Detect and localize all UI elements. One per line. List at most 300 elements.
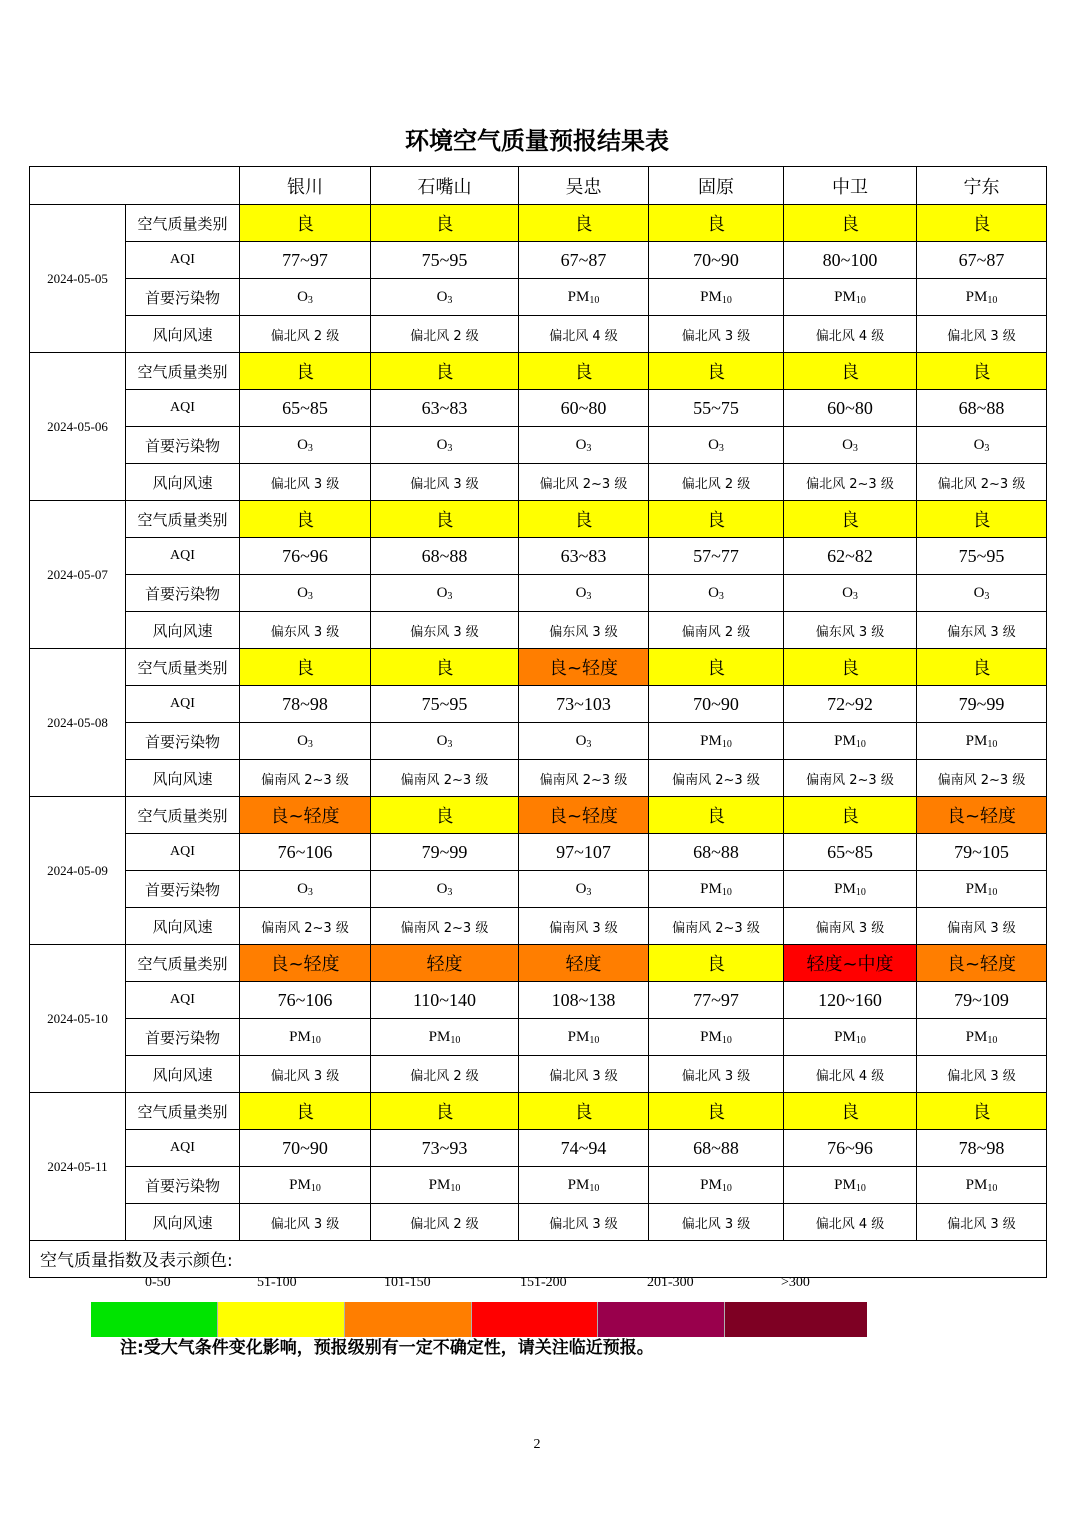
table-row-pollutant (30, 1167, 1047, 1204)
aqi-cell: 77~97 (240, 242, 371, 279)
pollutant-subscript: 3 (852, 590, 858, 602)
pollutant-name: PM (834, 880, 856, 897)
wind-cell: 偏北风 4 级 (784, 1204, 917, 1241)
pollutant-cell (371, 427, 519, 464)
wind-cell: 偏南风 3 级 (784, 908, 917, 945)
row-label-pollutant: 首要污染物 (126, 1019, 240, 1056)
aqi-cell: 75~95 (917, 538, 1047, 575)
forecast-table (29, 166, 1047, 1290)
pollutant-cell (917, 1167, 1047, 1204)
pollutant-cell (519, 1019, 649, 1056)
pollutant-cell (519, 575, 649, 612)
pollutant-subscript: 10 (987, 1182, 998, 1194)
aqi-cell: 76~96 (784, 1130, 917, 1167)
pollutant-name: PM (567, 288, 590, 305)
table-row-wind (30, 908, 1047, 945)
pollutant-name: PM (567, 1028, 590, 1045)
pollutant-cell (519, 723, 649, 760)
aqi-cell: 68~88 (649, 1130, 784, 1167)
row-label-pollutant: 首要污染物 (126, 427, 240, 464)
pollutant-cell (784, 1019, 917, 1056)
aqi-cell: 68~88 (917, 390, 1047, 427)
pollutant-subscript: 3 (307, 294, 313, 306)
pollutant-name: PM (700, 732, 722, 749)
wind-cell: 偏北风 3 级 (649, 316, 784, 353)
pollutant-subscript: 10 (310, 1034, 321, 1046)
wind-cell: 偏北风 2 级 (371, 1204, 519, 1241)
category-cell: 良 (917, 1093, 1047, 1130)
pollutant-subscript: 10 (855, 738, 866, 750)
category-cell: 良 (784, 649, 917, 686)
wind-cell: 偏北风 2~3 级 (784, 464, 917, 501)
category-cell: 良~轻度 (519, 797, 649, 834)
table-row-aqi (30, 538, 1047, 575)
aqi-cell: 74~94 (519, 1130, 649, 1167)
city-header: 宁东 (917, 167, 1047, 205)
table-row-category (30, 353, 1047, 390)
pollutant-cell (649, 1019, 784, 1056)
date-cell: 2024-05-11 (30, 1093, 126, 1241)
pollutant-subscript: 3 (307, 590, 313, 602)
row-label-category: 空气质量类别 (126, 649, 240, 686)
row-label-wind: 风向风速 (126, 316, 240, 353)
aqi-cell: 60~80 (519, 390, 649, 427)
wind-cell: 偏北风 3 级 (371, 464, 519, 501)
table-row-pollutant (30, 871, 1047, 908)
category-cell: 良 (784, 501, 917, 538)
category-cell: 良 (784, 205, 917, 242)
pollutant-cell (649, 575, 784, 612)
pollutant-name: PM (834, 288, 856, 305)
pollutant-cell (240, 871, 371, 908)
row-label-wind: 风向风速 (126, 760, 240, 797)
date-cell: 2024-05-10 (30, 945, 126, 1093)
category-cell: 良 (519, 1093, 649, 1130)
category-cell: 良 (784, 1093, 917, 1130)
pollutant-name: O (436, 732, 448, 749)
category-cell: 良 (240, 649, 371, 686)
table-row-wind (30, 464, 1047, 501)
category-cell: 良 (371, 797, 519, 834)
pollutant-subscript: 10 (721, 738, 732, 750)
category-cell: 良 (519, 205, 649, 242)
legend-swatch (218, 1302, 345, 1337)
row-label-aqi: AQI (126, 1130, 240, 1167)
category-cell: 良~轻度 (917, 797, 1047, 834)
wind-cell: 偏南风 2~3 级 (371, 908, 519, 945)
row-label-category: 空气质量类别 (126, 501, 240, 538)
wind-cell: 偏北风 2 级 (371, 316, 519, 353)
pollutant-cell (240, 723, 371, 760)
category-cell: 良~轻度 (240, 945, 371, 982)
category-cell: 良~轻度 (519, 649, 649, 686)
pollutant-cell (240, 427, 371, 464)
pollutant-name: PM (965, 1028, 988, 1045)
pollutant-name: O (842, 584, 853, 601)
pollutant-name: O (297, 880, 308, 897)
pollutant-cell (917, 1019, 1047, 1056)
table-row-pollutant (30, 1019, 1047, 1056)
aqi-cell: 67~87 (917, 242, 1047, 279)
pollutant-name: PM (289, 1028, 311, 1045)
aqi-cell: 72~92 (784, 686, 917, 723)
row-label-pollutant: 首要污染物 (126, 723, 240, 760)
pollutant-subscript: 3 (586, 886, 592, 898)
pollutant-name: O (297, 436, 308, 453)
pollutant-name: O (297, 584, 308, 601)
pollutant-subscript: 10 (589, 1182, 600, 1194)
pollutant-subscript: 3 (984, 590, 990, 602)
table-row-category (30, 649, 1047, 686)
aqi-cell: 120~160 (784, 982, 917, 1019)
wind-cell: 偏南风 2~3 级 (240, 908, 371, 945)
aqi-cell: 68~88 (649, 834, 784, 871)
pollutant-cell (649, 871, 784, 908)
legend-swatch (472, 1302, 599, 1337)
legend-swatch (345, 1302, 472, 1337)
category-cell: 良 (240, 353, 371, 390)
pollutant-subscript: 10 (310, 1182, 321, 1194)
category-cell: 良 (917, 501, 1047, 538)
table-row-wind (30, 760, 1047, 797)
city-header: 中卫 (784, 167, 917, 205)
page-title: 环境空气质量预报结果表 (405, 127, 669, 155)
aqi-cell: 75~95 (371, 242, 519, 279)
aqi-cell: 70~90 (649, 686, 784, 723)
pollutant-name: PM (965, 288, 988, 305)
wind-cell: 偏北风 3 级 (917, 1204, 1047, 1241)
row-label-aqi: AQI (126, 390, 240, 427)
aqi-cell: 108~138 (519, 982, 649, 1019)
row-label-aqi: AQI (126, 982, 240, 1019)
pollutant-name: O (708, 436, 719, 453)
table-row-aqi (30, 1130, 1047, 1167)
wind-cell: 偏南风 2~3 级 (649, 760, 784, 797)
legend-title: 空气质量指数及表示颜色: (40, 1251, 233, 1271)
pollutant-cell (240, 279, 371, 316)
aqi-cell: 67~87 (519, 242, 649, 279)
pollutant-subscript: 3 (984, 442, 990, 454)
wind-cell: 偏北风 3 级 (917, 1056, 1047, 1093)
wind-cell: 偏东风 3 级 (917, 612, 1047, 649)
category-cell: 良 (649, 945, 784, 982)
city-header: 固原 (649, 167, 784, 205)
pollutant-name: O (297, 732, 308, 749)
table-row-aqi (30, 242, 1047, 279)
pollutant-name: PM (700, 1176, 722, 1193)
pollutant-name: PM (834, 1176, 856, 1193)
table-row-wind (30, 316, 1047, 353)
category-cell: 良 (519, 501, 649, 538)
aqi-cell: 78~98 (240, 686, 371, 723)
pollutant-subscript: 10 (450, 1034, 461, 1046)
table-row-category (30, 945, 1047, 982)
category-cell: 良~轻度 (917, 945, 1047, 982)
table-row-aqi (30, 390, 1047, 427)
pollutant-cell (917, 575, 1047, 612)
pollutant-subscript: 10 (721, 1182, 732, 1194)
pollutant-cell (784, 723, 917, 760)
date-cell: 2024-05-05 (30, 205, 126, 353)
wind-cell: 偏北风 3 级 (519, 1056, 649, 1093)
aqi-cell: 110~140 (371, 982, 519, 1019)
table-row-category (30, 1093, 1047, 1130)
wind-cell: 偏东风 3 级 (519, 612, 649, 649)
row-label-category: 空气质量类别 (126, 797, 240, 834)
category-cell: 良 (519, 353, 649, 390)
legend-ranges (30, 1275, 1030, 1295)
aqi-cell: 65~85 (784, 834, 917, 871)
wind-cell: 偏南风 2~3 级 (240, 760, 371, 797)
date-cell: 2024-05-09 (30, 797, 126, 945)
wind-cell: 偏北风 2~3 级 (519, 464, 649, 501)
category-cell: 良 (649, 205, 784, 242)
pollutant-subscript: 3 (447, 590, 453, 602)
pollutant-cell (371, 279, 519, 316)
category-cell: 良 (240, 501, 371, 538)
pollutant-name: PM (700, 880, 722, 897)
row-label-category: 空气质量类别 (126, 945, 240, 982)
category-cell: 良 (371, 205, 519, 242)
wind-cell: 偏北风 3 级 (519, 1204, 649, 1241)
pollutant-subscript: 3 (718, 590, 724, 602)
pollutant-subscript: 10 (987, 886, 998, 898)
category-cell: 良 (649, 501, 784, 538)
pollutant-cell (371, 871, 519, 908)
pollutant-cell (917, 279, 1047, 316)
aqi-cell: 62~82 (784, 538, 917, 575)
legend-range-label: 51-100 (257, 1275, 297, 1290)
wind-cell: 偏南风 3 级 (519, 908, 649, 945)
wind-cell: 偏北风 2 级 (240, 316, 371, 353)
wind-cell: 偏北风 3 级 (917, 316, 1047, 353)
category-cell: 良 (371, 501, 519, 538)
pollutant-cell (371, 723, 519, 760)
pollutant-name: PM (428, 1028, 451, 1045)
pollutant-name: O (575, 732, 587, 749)
aqi-cell: 57~77 (649, 538, 784, 575)
wind-cell: 偏北风 3 级 (649, 1056, 784, 1093)
pollutant-subscript: 10 (855, 1182, 866, 1194)
table-row-wind (30, 1056, 1047, 1093)
row-label-aqi: AQI (126, 538, 240, 575)
city-header: 石嘴山 (371, 167, 519, 205)
category-cell: 轻度~中度 (784, 945, 917, 982)
aqi-cell: 73~103 (519, 686, 649, 723)
legend-swatch (598, 1302, 725, 1337)
pollutant-name: O (973, 436, 985, 453)
row-label-wind: 风向风速 (126, 1056, 240, 1093)
pollutant-name: O (436, 436, 448, 453)
pollutant-name: PM (428, 1176, 451, 1193)
aqi-cell: 97~107 (519, 834, 649, 871)
pollutant-name: PM (834, 732, 856, 749)
pollutant-subscript: 3 (586, 738, 592, 750)
legend-range-label: >300 (781, 1275, 810, 1290)
pollutant-name: O (436, 288, 448, 305)
pollutant-name: PM (700, 1028, 722, 1045)
table-row-aqi (30, 686, 1047, 723)
legend-row (30, 1241, 1047, 1278)
pollutant-subscript: 3 (447, 886, 453, 898)
pollutant-subscript: 10 (450, 1182, 461, 1194)
pollutant-cell (784, 1167, 917, 1204)
category-cell: 轻度 (519, 945, 649, 982)
pollutant-subscript: 10 (589, 1034, 600, 1046)
legend-range-label: 0-50 (145, 1275, 171, 1290)
pollutant-cell (519, 279, 649, 316)
pollutant-cell (917, 871, 1047, 908)
pollutant-subscript: 3 (447, 294, 453, 306)
date-cell: 2024-05-07 (30, 501, 126, 649)
legend-range-label: 201-300 (647, 1275, 694, 1290)
pollutant-name: PM (834, 1028, 856, 1045)
aqi-cell: 80~100 (784, 242, 917, 279)
aqi-cell: 79~99 (917, 686, 1047, 723)
row-label-category: 空气质量类别 (126, 353, 240, 390)
wind-cell: 偏北风 2 级 (649, 464, 784, 501)
pollutant-subscript: 3 (586, 442, 592, 454)
pollutant-subscript: 10 (721, 886, 732, 898)
pollutant-name: PM (289, 1176, 311, 1193)
aqi-cell: 76~106 (240, 982, 371, 1019)
pollutant-subscript: 10 (987, 294, 998, 306)
pollutant-cell (519, 427, 649, 464)
aqi-cell: 70~90 (240, 1130, 371, 1167)
category-cell: 良 (917, 353, 1047, 390)
date-cell: 2024-05-08 (30, 649, 126, 797)
pollutant-subscript: 10 (589, 294, 600, 306)
city-header: 吴忠 (519, 167, 649, 205)
pollutant-name: O (575, 880, 587, 897)
pollutant-name: O (973, 584, 985, 601)
wind-cell: 偏北风 3 级 (649, 1204, 784, 1241)
pollutant-cell (784, 279, 917, 316)
pollutant-subscript: 10 (721, 294, 732, 306)
pollutant-name: O (575, 436, 587, 453)
pollutant-subscript: 3 (307, 886, 313, 898)
wind-cell: 偏东风 3 级 (784, 612, 917, 649)
category-cell: 良~轻度 (240, 797, 371, 834)
pollutant-cell (917, 427, 1047, 464)
category-cell: 良 (784, 797, 917, 834)
pollutant-name: PM (965, 732, 988, 749)
legend-range-label: 151-200 (520, 1275, 567, 1290)
row-label-aqi: AQI (126, 242, 240, 279)
table-row-aqi (30, 982, 1047, 1019)
wind-cell: 偏北风 4 级 (519, 316, 649, 353)
pollutant-name: O (436, 880, 448, 897)
pollutant-cell (240, 575, 371, 612)
wind-cell: 偏南风 2~3 级 (917, 760, 1047, 797)
pollutant-subscript: 3 (718, 442, 724, 454)
category-cell: 良 (371, 353, 519, 390)
legend-cell (30, 1241, 1047, 1290)
wind-cell: 偏东风 3 级 (240, 612, 371, 649)
pollutant-subscript: 10 (855, 886, 866, 898)
category-cell: 良 (371, 1093, 519, 1130)
pollutant-cell (649, 279, 784, 316)
wind-cell: 偏东风 3 级 (371, 612, 519, 649)
row-label-pollutant: 首要污染物 (126, 575, 240, 612)
page-number: 2 (533, 1437, 541, 1452)
row-label-aqi: AQI (126, 686, 240, 723)
header-row (30, 167, 1047, 205)
pollutant-subscript: 10 (855, 294, 866, 306)
pollutant-cell (240, 1167, 371, 1204)
category-cell: 良 (649, 797, 784, 834)
row-label-category: 空气质量类别 (126, 1093, 240, 1130)
wind-cell: 偏北风 4 级 (784, 1056, 917, 1093)
row-label-category: 空气质量类别 (126, 205, 240, 242)
pollutant-cell (649, 723, 784, 760)
pollutant-subscript: 3 (586, 590, 592, 602)
pollutant-cell (649, 427, 784, 464)
pollutant-cell (917, 723, 1047, 760)
pollutant-cell (240, 1019, 371, 1056)
aqi-cell: 73~93 (371, 1130, 519, 1167)
wind-cell: 偏北风 3 级 (240, 464, 371, 501)
wind-cell: 偏南风 2~3 级 (784, 760, 917, 797)
category-cell: 良 (784, 353, 917, 390)
pollutant-cell (371, 1167, 519, 1204)
disclaimer-note: 注:受大气条件变化影响，预报级别有一定不确定性，请关注临近预报。 (120, 1338, 654, 1358)
aqi-cell: 77~97 (649, 982, 784, 1019)
category-cell: 良 (917, 649, 1047, 686)
pollutant-subscript: 3 (447, 442, 453, 454)
wind-cell: 偏北风 2~3 级 (917, 464, 1047, 501)
row-label-wind: 风向风速 (126, 612, 240, 649)
row-label-pollutant: 首要污染物 (126, 1167, 240, 1204)
category-cell: 良 (371, 649, 519, 686)
pollutant-cell (784, 427, 917, 464)
pollutant-subscript: 3 (307, 442, 313, 454)
category-cell: 良 (917, 205, 1047, 242)
pollutant-subscript: 3 (447, 738, 453, 750)
pollutant-cell (784, 575, 917, 612)
category-cell: 良 (649, 649, 784, 686)
legend-range-label: 101-150 (384, 1275, 431, 1290)
pollutant-subscript: 3 (852, 442, 858, 454)
pollutant-name: O (575, 584, 587, 601)
table-row-pollutant (30, 575, 1047, 612)
table-row-pollutant (30, 427, 1047, 464)
category-cell: 良 (240, 205, 371, 242)
pollutant-name: PM (965, 1176, 988, 1193)
pollutant-name: O (708, 584, 719, 601)
legend-swatch (91, 1302, 218, 1337)
pollutant-cell (519, 871, 649, 908)
aqi-cell: 76~96 (240, 538, 371, 575)
category-cell: 良 (649, 1093, 784, 1130)
aqi-cell: 60~80 (784, 390, 917, 427)
row-label-pollutant: 首要污染物 (126, 871, 240, 908)
pollutant-name: O (842, 436, 853, 453)
aqi-cell: 55~75 (649, 390, 784, 427)
table-row-category (30, 205, 1047, 242)
aqi-cell: 68~88 (371, 538, 519, 575)
pollutant-cell (371, 1019, 519, 1056)
pollutant-subscript: 10 (855, 1034, 866, 1046)
wind-cell: 偏北风 3 级 (240, 1056, 371, 1093)
pollutant-name: PM (700, 288, 722, 305)
aqi-cell: 79~109 (917, 982, 1047, 1019)
row-label-wind: 风向风速 (126, 908, 240, 945)
category-cell: 轻度 (371, 945, 519, 982)
table-row-aqi (30, 834, 1047, 871)
pollutant-subscript: 10 (987, 738, 998, 750)
wind-cell: 偏北风 3 级 (240, 1204, 371, 1241)
